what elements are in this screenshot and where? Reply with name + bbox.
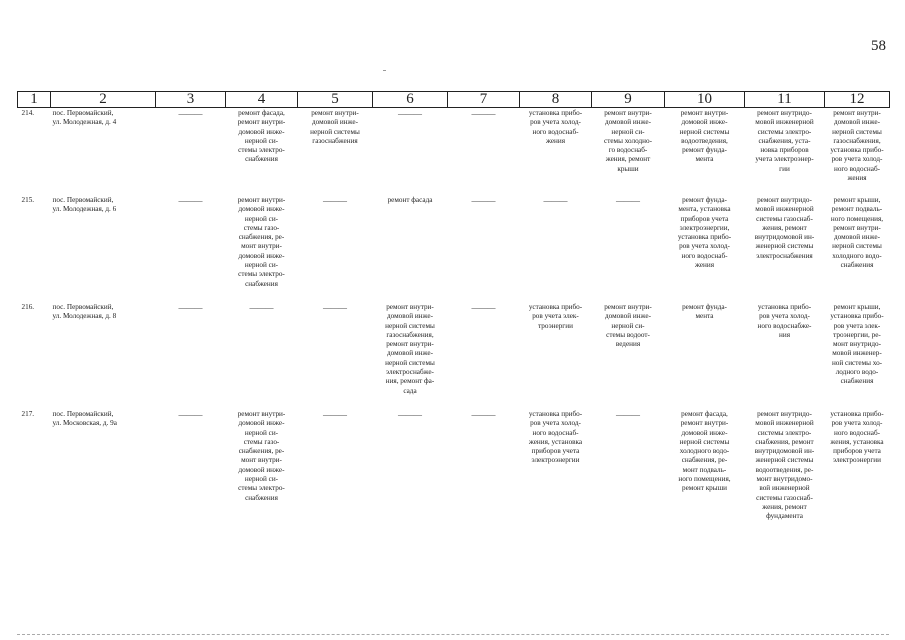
table-cell: ——— [323, 303, 347, 312]
table-cell: ремонт внутри- домовой инже- нерной си- стемы холодно- го водоснаб- жения, ремонт крыши [604, 109, 652, 173]
table-cell: ремонт фасада, ремонт внутри- домовой инже- нерной си- стемы электро- снабжения [237, 109, 286, 164]
table-cell: ——— [178, 303, 203, 312]
column-header: 2 [51, 92, 156, 108]
repair-plan-table [17, 91, 890, 530]
table-cell: ——— [471, 196, 496, 205]
table-row [18, 108, 890, 196]
table-cell: ——— [323, 196, 347, 205]
table-cell: установка прибо- ров учета элек- троэнергии [528, 303, 583, 330]
table-cell: ——— [323, 410, 347, 419]
table-cell: ——— [398, 109, 422, 118]
column-header: 11 [745, 92, 825, 108]
header-row [18, 92, 890, 108]
table-cell: ——— [249, 303, 274, 312]
table-cell: установка прибо- ров учета холод- ного водоснаб- жения, установка приборов учета электроэнергии [830, 410, 884, 465]
table-cell: ——— [471, 303, 496, 312]
table-cell: ремонт фунда- мента [682, 303, 727, 321]
column-header: 6 [373, 92, 448, 108]
table-row [18, 409, 890, 530]
row-number: 215. [21, 196, 35, 204]
table-cell: ремонт внутридо- мовой инженерной системы электро- снабжения, уста- новка приборов учета электроэнер- гии [755, 109, 814, 173]
table-cell: установка прибо- ров учета холод- ного водоснаб- жения, установка приборов учета электроэнергии [528, 410, 583, 465]
column-header: 9 [592, 92, 665, 108]
column-header: 7 [448, 92, 520, 108]
table-cell: ——— [471, 109, 496, 118]
table-cell: ——— [471, 410, 496, 419]
column-header: 5 [298, 92, 373, 108]
column-header: 1 [18, 92, 51, 108]
table-cell: ——— [178, 109, 203, 118]
table-cell: ——— [616, 196, 640, 205]
row-number: 214. [21, 109, 35, 117]
table-cell: ——— [398, 410, 422, 419]
table-row [18, 195, 890, 302]
table-cell: ремонт крыши, установка прибо- ров учета элек- троэнергии, ре- монт внутридо- мовой инженер- ной системы хо- лодного водо- снабжения [830, 303, 884, 386]
column-header: 12 [825, 92, 890, 108]
table-cell: ремонт внутри- домовой инже- нерной си- стемы водоот- ведения [604, 303, 652, 349]
page-bottom-rule [17, 634, 889, 635]
table-cell: ремонт крыши, ремонт подваль- ного помещения, ремонт внутри- домовой инже- нерной системы холодного водо- снабжения [830, 196, 884, 270]
column-header: 8 [520, 92, 592, 108]
table-cell: ремонт внутри- домовой инже- нерной си- стемы газо- снабжения, ре- монт внутри- домовой инже- нерной си- стемы электро- снабжения [237, 196, 286, 288]
table-cell: ремонт внутридо- мовой инженерной системы электро- снабжения, ремонт внутридомовой ин- женерной системы водоотведения, ре- монт внутридомо- вой инженерной системы газоснаб- жения, ремонт фундамента [754, 410, 815, 521]
table-cell: ремонт внутри- домовой инже- нерной си- стемы газо- снабжения, ре- монт внутри- домовой инже- нерной си- стемы электро- снабжения [237, 410, 286, 502]
table-cell: ремонт внутри- домовой инже- нерной системы газоснабжения [310, 109, 360, 145]
table-cell: ремонт внутри- домовой инже- нерной системы газоснабжения, ремонт внутри- домовой инже- нерной системы электроснабже- ния, ремонт фа- сада [385, 303, 435, 395]
table-cell: ——— [178, 410, 203, 419]
table-cell: ——— [543, 196, 568, 205]
row-number: 217. [21, 410, 35, 418]
address-cell: пос. Первомайский, ул. Молодежная, д. 4 [52, 109, 117, 127]
scan-speck [383, 70, 386, 71]
table-cell: ремонт внутридо- мовой инженерной системы газоснаб- жения, ремонт внутридомовой ин- женерной системы электроснабжения [754, 196, 815, 260]
address-cell: пос. Первомайский, ул. Молодежная, д. 6 [52, 196, 117, 214]
address-cell: пос. Первомайский, ул. Московская, д. 9а [52, 410, 117, 428]
column-header: 4 [226, 92, 298, 108]
row-number: 216. [21, 303, 35, 311]
column-header: 10 [665, 92, 745, 108]
table-cell: ——— [178, 196, 203, 205]
table-cell: ремонт внутри- домовой инже- нерной системы газоснабжения, установка прибо- ров учета холод- ного водоснаб- жения [830, 109, 884, 183]
table-cell: ремонт фасада, ремонт внутри- домовой инже- нерной системы холодного водо- снабжения, ре- монт подваль- ного помещения, ремонт крыши [678, 410, 731, 493]
table-cell: установка прибо- ров учета холод- ного водоснаб- жения [528, 109, 583, 145]
table-row [18, 302, 890, 409]
table-cell: ремонт фунда- мента, установка приборов учета электроэнергии, установка прибо- ров учета холод- ного водоснаб- жения [677, 196, 732, 270]
page-number: 58 [871, 38, 886, 54]
table-cell: ремонт фасада [387, 196, 433, 204]
table-cell: установка прибо- ров учета холод- ного водоснабже- ния [757, 303, 812, 339]
column-header: 3 [156, 92, 226, 108]
table-cell: ремонт внутри- домовой инже- нерной системы водоотведения, ремонт фунда- мента [679, 109, 730, 164]
address-cell: пос. Первомайский, ул. Молодежная, д. 8 [52, 303, 117, 321]
table-cell: ——— [616, 410, 640, 419]
